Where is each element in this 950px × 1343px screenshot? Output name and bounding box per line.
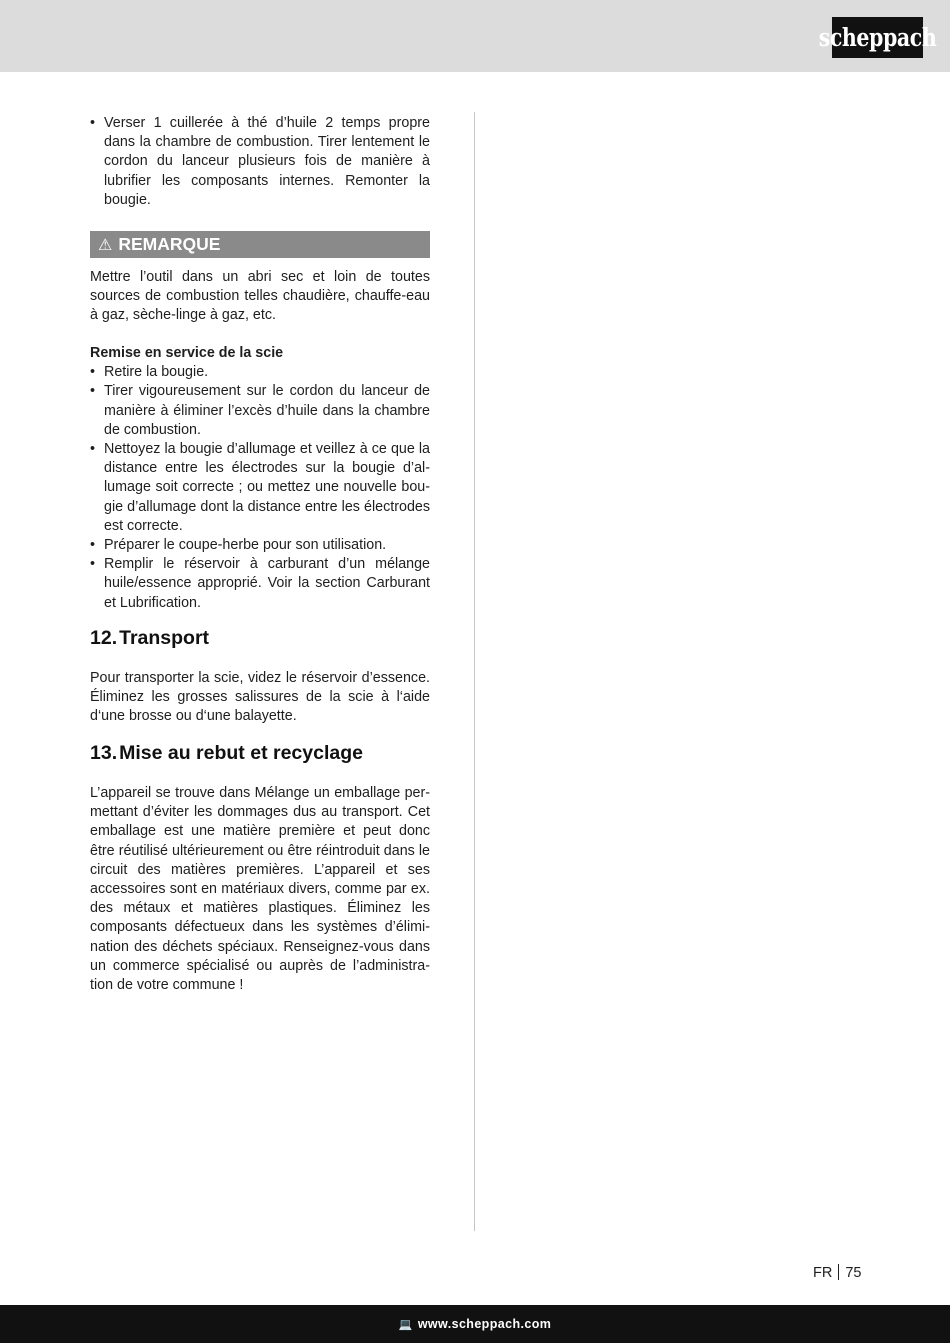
section-title: Mise au rebut et recyclage — [119, 742, 363, 764]
section-number: 12. — [90, 627, 118, 649]
section-title: Transport — [119, 627, 210, 649]
list-item: • Retire la bougie. — [90, 363, 430, 382]
note-banner — [90, 231, 430, 258]
section-12-body — [90, 669, 430, 727]
footer-url[interactable]: www.scheppach.com — [417, 1317, 552, 1331]
intro-list — [90, 114, 430, 210]
section-12-heading — [90, 627, 430, 650]
note-text: Mettre l’outil dans un abri sec et loin de toutes sources de combustion telles chaudière, chauffe-eau à gaz, sèche-linge à gaz, etc. — [90, 269, 430, 324]
list-item: • Verser 1 cuillerée à thé d’huile 2 temps propre dans la chambre de combustion. Tirer lentement le cordon du lanceur plusieurs fois de manière à lubrifier les composants internes. Remonter la bougie. — [90, 114, 430, 210]
section-12-text: Pour transporter la scie, videz le réservoir d’essence. Éliminez les grosses salissures de la scie à l‘aide d‘une brosse ou d‘une balayette. — [90, 670, 430, 725]
section-13-heading — [90, 742, 430, 765]
page-number-value: 75 — [845, 1265, 862, 1281]
remise-heading: Remise en service de la scie — [90, 345, 284, 361]
page-number — [813, 1264, 861, 1281]
list-item: • Remplir le réservoir à carburant d’un mélange huile/essence approprié. Voir la section Carburant et Lubrification. — [90, 555, 430, 613]
remise-list — [90, 363, 430, 613]
header-band — [0, 0, 950, 72]
remise-section — [90, 344, 430, 613]
note-title: REMARQUE — [118, 234, 221, 254]
intro-list-container — [90, 114, 430, 210]
separator — [838, 1264, 839, 1280]
section-number: 13. — [90, 742, 118, 764]
list-item: • Préparer le coupe-herbe pour son utilisation. — [90, 536, 430, 555]
language-code: FR — [813, 1265, 833, 1281]
scheppach-logo: scheppach — [832, 17, 923, 58]
column-divider — [474, 112, 475, 1231]
monitor-icon: 💻 — [398, 1318, 413, 1331]
section-13-body — [90, 784, 430, 995]
list-item: • Tirer vigoureusement sur le cordon du lanceur de manière à éliminer l’excès d’huile dans la chambre de combustion. — [90, 382, 430, 440]
section-13-text: L’appareil se trouve dans Mélange un emballage permettant d’éviter les dommages dus au transport. Cet emballage est une matière première et peut donc être réutilisé ultérieurement ou être réintroduit dans le circuit des matières premières. L’appareil et ses accessoires sont en matériaux divers, comme par ex. des métaux et matières plastiques. Éliminez les composants défectueux dans les systèmes d’élimination des déchets spéciaux. Renseignez-vous dans un commerce spécialisé ou auprès de l’administration de votre commune ! — [90, 785, 430, 994]
footer-bar — [0, 1305, 950, 1343]
note-body — [90, 268, 430, 326]
list-item: • Nettoyez la bougie d’allumage et veillez à ce que la distance entre les électrodes sur la bougie d’allumage soit correcte ; ou mettez une nouvelle bougie d’allumage dont la distance entre les électrodes est correcte. — [90, 440, 430, 536]
warning-triangle-icon: ⚠ — [98, 235, 113, 254]
